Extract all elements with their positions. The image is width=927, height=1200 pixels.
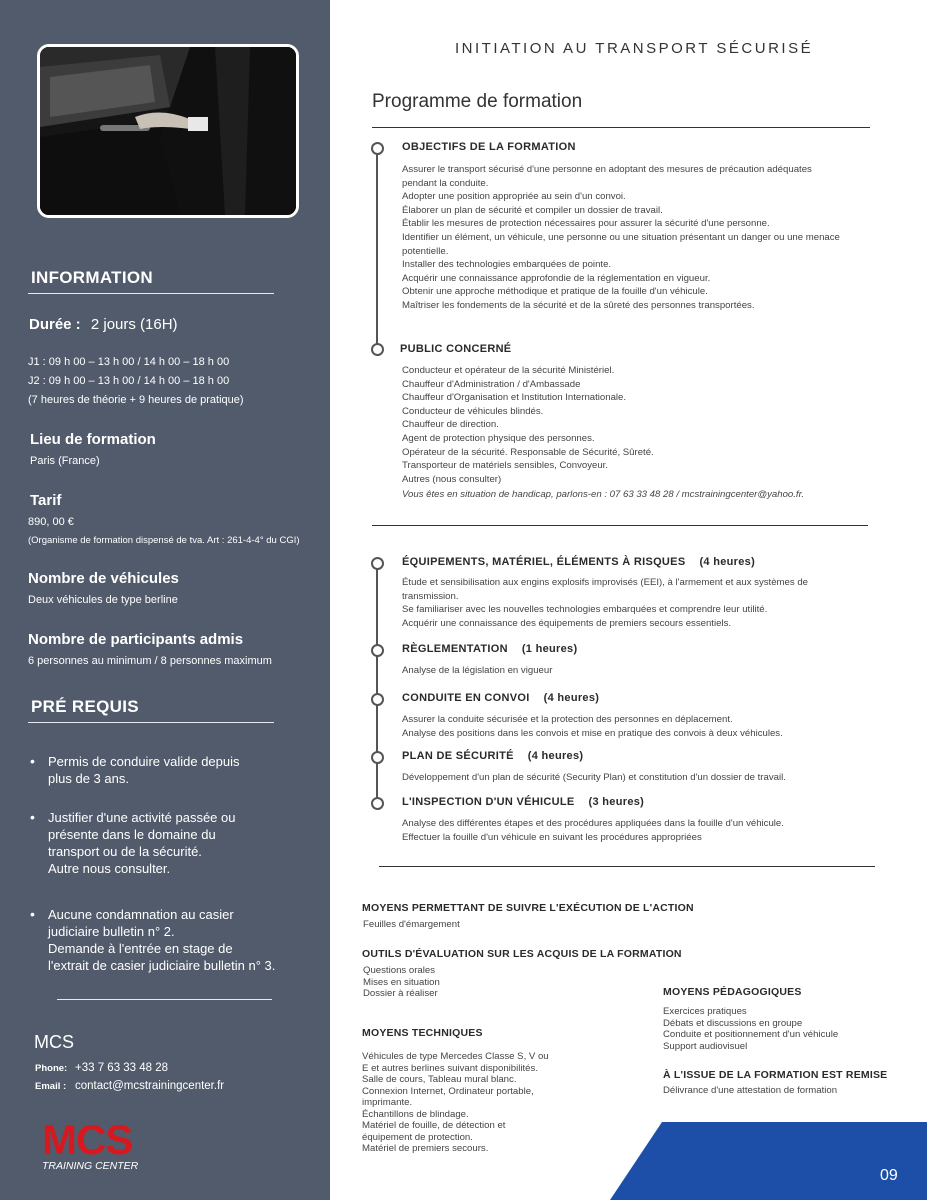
public-line: Chauffeur d'Organisation et Institution Internationale.: [402, 392, 627, 404]
public-heading: PUBLIC CONCERNÉ: [400, 343, 512, 355]
objectif-line: Adopter une position appropriée au sein d'un convoi.: [402, 191, 626, 203]
participants-value: 6 personnes au minimum / 8 personnes maximum: [28, 655, 272, 667]
objectif-line: Assurer le transport sécurisé d'une personne en adoptant des mesures de précaution adéquates: [402, 164, 812, 175]
phone-value[interactable]: +33 7 63 33 48 28: [75, 1062, 169, 1074]
prerequis-line: transport ou de la sécurité.: [48, 844, 202, 859]
objectif-line: Établir les mesures de protection nécessaires pour assurer la sécurité d'une personne.: [402, 218, 770, 230]
timeline-node: [371, 644, 384, 657]
timeline-node: [371, 751, 384, 764]
objectifs-heading: OBJECTIFS DE LA FORMATION: [402, 141, 576, 153]
divider: [57, 999, 272, 1000]
information-heading: INFORMATION: [31, 268, 153, 287]
moyens-suivi-heading: MOYENS PERMETTANT DE SUIVRE L'EXÉCUTION DE L'ACTION: [362, 902, 694, 914]
module-title: PLAN DE SÉCURITÉ: [402, 750, 514, 762]
lieu-label: Lieu de formation: [30, 431, 156, 448]
public-line: Opérateur de la sécurité. Responsable de Sécurité, Sûreté.: [402, 446, 654, 458]
module-heading: [402, 643, 577, 655]
page-title: INITIATION AU TRANSPORT SÉCURISÉ: [455, 40, 814, 57]
divider: [372, 525, 868, 526]
prerequis-heading: PRÉ REQUIS: [31, 697, 139, 716]
public-line: Conducteur de véhicules blindés.: [402, 405, 544, 417]
issue-line: Délivrance d'une attestation de formation: [663, 1085, 838, 1096]
email-value[interactable]: contact@mcstrainingcenter.fr: [75, 1080, 225, 1092]
prerequis-line: Permis de conduire valide depuis: [48, 754, 240, 769]
techniques-line: E et autres berlines suivant disponibilités.: [362, 1062, 538, 1074]
module-title: ÉQUIPEMENTS, MATÉRIEL, ÉLÉMENTS À RISQUES: [402, 556, 686, 568]
prerequis-line: judiciaire bulletin n° 2.: [48, 924, 175, 939]
module-heading: [402, 796, 644, 808]
prerequis-line: Aucune condamnation au casier: [48, 907, 234, 922]
module-line: Étude et sensibilisation aux engins explosifs improvisés (EEI), à l'armement et aux systèmes de: [402, 577, 809, 588]
schedule-line: J1 : 09 h 00 – 13 h 00 / 14 h 00 – 18 h 00: [28, 356, 230, 368]
module-line: Assurer la conduite sécurisée et la protection des personnes en déplacement.: [402, 714, 733, 725]
corner-accent: [610, 1122, 927, 1200]
objectifs-list: [402, 163, 902, 313]
module-line: transmission.: [402, 590, 459, 602]
tarif-note: (Organisme de formation dispensé de tva. Art : 261-4-4° du CGI): [28, 535, 300, 546]
participants-label: Nombre de participants admis: [28, 631, 244, 648]
duree-row: [29, 316, 178, 333]
module-heading: [402, 692, 599, 704]
module-line: Effectuer la fouille d'un véhicule en suivant les procédures appropriées: [402, 831, 702, 843]
sidebar: [0, 0, 330, 1200]
handicap-note: Vous êtes en situation de handicap, parlons-en : 07 63 33 48 28 / mcstrainingcenter@yahoo.fr.: [402, 489, 805, 501]
timeline-line: [376, 149, 378, 344]
techniques-line: Matériel de fouille, de détection et: [362, 1120, 506, 1131]
module-heading: [402, 750, 583, 762]
module-hours: (1 heures): [521, 643, 578, 655]
module-line: Analyse des différentes étapes et des procédures appliquées dans la fouille d'un véhicule.: [402, 818, 784, 829]
schedule-line: J2 : 09 h 00 – 13 h 00 / 14 h 00 – 18 h 00: [28, 375, 230, 387]
email-label: Email :: [35, 1081, 67, 1092]
prerequis-line: présente dans le domaine du: [48, 827, 216, 842]
prerequis-item: [30, 809, 308, 877]
outils-line: Dossier à réaliser: [363, 988, 438, 999]
schedule-line: (7 heures de théorie + 9 heures de pratique): [28, 394, 244, 406]
module-hours: (4 heures): [543, 692, 600, 704]
module-title: CONDUITE EN CONVOI: [402, 692, 530, 704]
objectif-line: pendant la conduite.: [402, 177, 489, 189]
objectif-line: Élaborer un plan de sécurité et compiler un dossier de travail.: [402, 204, 663, 216]
vehicules-label: Nombre de véhicules: [28, 570, 179, 587]
prerequis-line: Autre nous consulter.: [48, 861, 171, 876]
objectif-line: Maîtriser les fondements de la sécurité et de la sûreté des personnes transportées.: [402, 299, 755, 311]
pedagogiques-line: Conduite et positionnement d'un véhicule: [663, 1029, 839, 1040]
pedagogiques-heading: MOYENS PÉDAGOGIQUES: [663, 986, 802, 998]
techniques-list: [362, 1051, 592, 1155]
phone-label: Phone:: [35, 1063, 68, 1074]
chauffeur-photo: [37, 44, 299, 218]
objectif-line: Acquérir une connaissance approfondie de la réglementation en vigueur.: [402, 272, 711, 284]
bullet-icon: •: [30, 906, 35, 922]
techniques-heading: MOYENS TECHNIQUES: [362, 1027, 483, 1039]
module-line: Acquérir une connaissance des équipements de premiers secours essentiels.: [402, 617, 732, 629]
module-body: [402, 771, 902, 785]
outils-list: [363, 965, 440, 1000]
objectif-line: Obtenir une approche méthodique et pratique de la fouille d'un véhicule.: [402, 286, 708, 298]
public-line: Autres (nous consulter): [402, 473, 502, 485]
bullet-icon: •: [30, 753, 35, 769]
duree-label: Durée :: [29, 316, 81, 333]
moyens-suivi-line: Feuilles d'émargement: [363, 919, 460, 930]
techniques-line: Salle de cours, Tableau mural blanc.: [362, 1074, 517, 1085]
timeline-node: [371, 693, 384, 706]
prerequis-item: [30, 753, 308, 787]
contact-heading: MCS: [34, 1032, 74, 1052]
module-title: RÈGLEMENTATION: [402, 643, 508, 655]
module-hours: (3 heures): [588, 796, 645, 808]
tarif-value: 890, 00 €: [28, 516, 74, 528]
mcs-logo: [42, 1116, 139, 1172]
pedagogiques-line: Support audiovisuel: [663, 1040, 748, 1052]
timeline-node: [371, 557, 384, 570]
timeline-node: [371, 142, 384, 155]
module-hours: (4 heures): [699, 556, 756, 568]
public-line: Agent de protection physique des personnes.: [402, 432, 595, 444]
objectif-line: Identifier un élément, un véhicule, une personne ou une situation présentant un danger ou une menace: [402, 231, 840, 243]
duree-value: 2 jours (16H): [90, 316, 178, 333]
public-list: [402, 364, 902, 502]
bullet-icon: •: [30, 809, 35, 825]
module-hours: (4 heures): [527, 750, 584, 762]
module-heading: [402, 556, 755, 568]
techniques-line: imprimante.: [362, 1097, 413, 1108]
divider: [379, 866, 875, 867]
techniques-line: équipement de protection.: [362, 1131, 473, 1143]
techniques-line: Échantillons de blindage.: [362, 1108, 469, 1120]
pedagogiques-list: [663, 1006, 838, 1052]
timeline-node: [371, 797, 384, 810]
schedule: [28, 353, 244, 410]
prerequis-line: l'extrait de casier judiciaire bulletin n° 3.: [48, 958, 276, 973]
car-door-image: [40, 47, 296, 215]
prerequis-line: Justifier d'une activité passée ou: [48, 810, 236, 825]
public-line: Chauffeur d'Administration / d'Ambassade: [402, 378, 581, 390]
public-line: Transporteur de matériels sensibles, Convoyeur.: [402, 460, 609, 472]
pedagogiques-line: Exercices pratiques: [663, 1006, 747, 1017]
module-line: Analyse des positions dans les convois et mise en pratique des convois à deux véhicules.: [402, 727, 783, 739]
module-line: Développement d'un plan de sécurité (Security Plan) et constitution d'un dossier de travail.: [402, 772, 786, 783]
techniques-line: Véhicules de type Mercedes Classe S, V ou: [362, 1051, 549, 1062]
timeline-node: [371, 343, 384, 356]
objectif-line: potentielle.: [402, 245, 449, 257]
module-title: L'INSPECTION D'UN VÉHICULE: [402, 796, 575, 808]
pedagogiques-line: Débats et discussions en groupe: [663, 1017, 803, 1029]
timeline-line: [376, 564, 378, 802]
prerequis-line: Demande à l'entrée en stage de: [48, 941, 233, 956]
techniques-line: Connexion Internet, Ordinateur portable,: [362, 1085, 534, 1097]
techniques-line: Matériel de premiers secours.: [362, 1143, 489, 1154]
objectif-line: Installer des technologies embarquées de pointe.: [402, 259, 612, 271]
module-line: Analyse de la législation en vigueur: [402, 665, 553, 676]
divider: [28, 722, 274, 723]
divider: [372, 127, 870, 128]
prerequis-item: [30, 906, 318, 974]
page-number: 09: [880, 1167, 898, 1184]
module-body: [402, 713, 902, 740]
module-body: [402, 817, 902, 844]
logo-subtext: TRAINING CENTER: [42, 1160, 139, 1172]
prerequis-line: plus de 3 ans.: [48, 771, 129, 786]
issue-heading: À L'ISSUE DE LA FORMATION EST REMISE: [663, 1069, 888, 1081]
lieu-value: Paris (France): [30, 455, 100, 467]
program-title: Programme de formation: [372, 91, 583, 112]
module-body: [402, 576, 902, 630]
vehicules-value: Deux véhicules de type berline: [28, 594, 178, 606]
outils-line: Questions orales: [363, 965, 435, 976]
divider: [28, 293, 274, 294]
outils-heading: OUTILS D'ÉVALUATION SUR LES ACQUIS DE LA FORMATION: [362, 948, 682, 960]
public-line: Conducteur et opérateur de la sécurité Ministériel.: [402, 365, 615, 376]
module-body: [402, 664, 902, 678]
module-line: Se familiariser avec les nouvelles technologies embarquées et comprendre leur utilité.: [402, 604, 768, 616]
public-line: Chauffeur de direction.: [402, 419, 499, 431]
tarif-label: Tarif: [30, 492, 62, 509]
logo-text: MCS: [42, 1116, 133, 1163]
outils-line: Mises en situation: [363, 976, 440, 988]
